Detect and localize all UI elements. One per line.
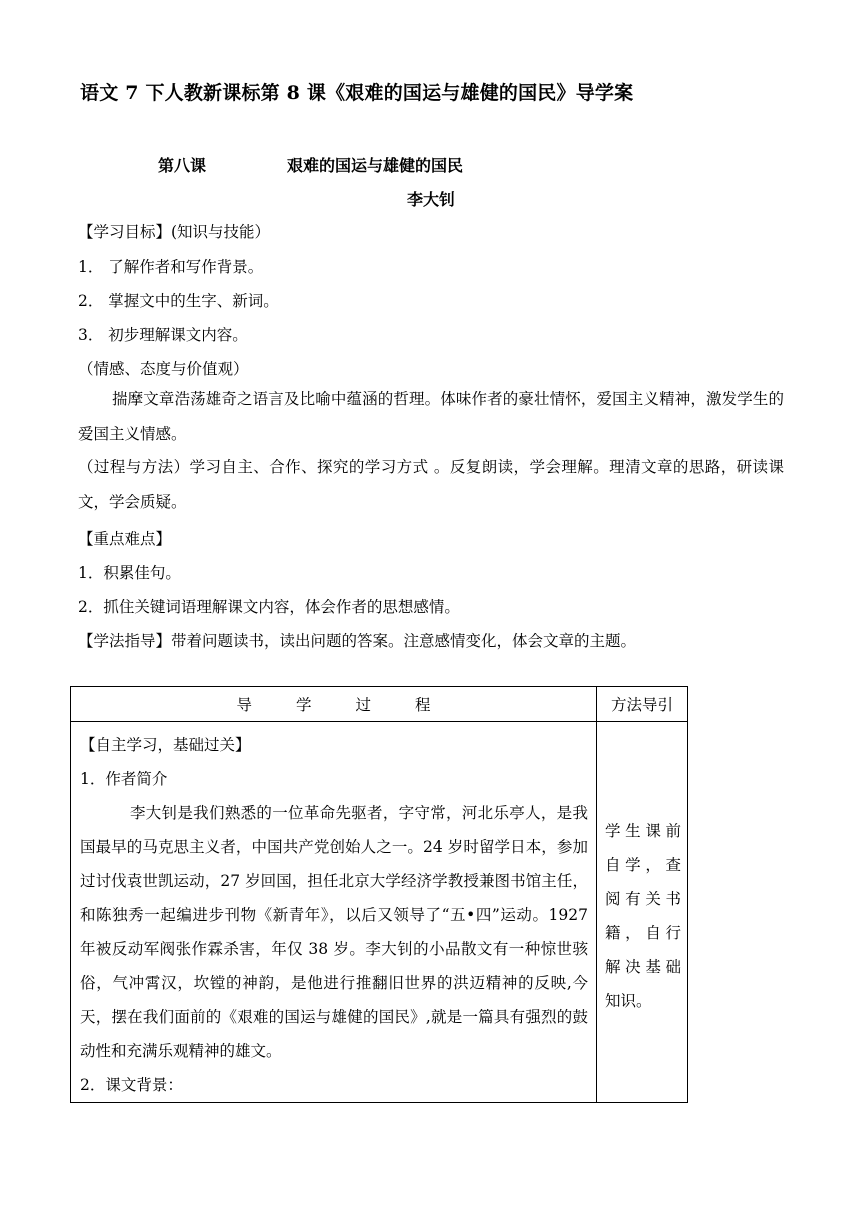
page-title: 语文 7 下人教新课标第 8 课《艰难的国运与雄健的国民》导学案 xyxy=(80,82,634,104)
lesson-name: 艰难的国运与雄健的国民 xyxy=(287,156,464,175)
author-intro-label: 1．作者简介 xyxy=(80,770,168,788)
header-char: 学 xyxy=(295,696,312,714)
table-header-method: 方法导引 xyxy=(597,687,688,722)
key-points-heading: 【重点难点】 xyxy=(78,530,172,548)
author-name: 李大钊 xyxy=(407,190,456,209)
section-heading: 【自主学习，基础过关】 xyxy=(80,736,251,754)
method-guidance: 【学法指导】带着问题读书，读出问题的答案。注意感情变化，体会文章的主题。 xyxy=(78,632,637,650)
emotion-heading: （情感、态度与价值观） xyxy=(78,360,249,378)
process-text: （过程与方法）学习自主、合作、探究的学习方式 。反复朗读，学会理解。理清文章的思路，研读课文，学会质疑。 xyxy=(78,458,784,511)
background-label: 2．课文背景： xyxy=(80,1076,183,1094)
lesson-number: 第八课 xyxy=(158,156,207,175)
guide-table xyxy=(70,686,688,1103)
objective-item-1: 1． 了解作者和写作背景。 xyxy=(78,258,264,276)
method-note: 学生课前自学，查阅有关书籍，自行解决基础知识。 xyxy=(605,822,681,1010)
objective-item-3: 3． 初步理解课文内容。 xyxy=(78,326,248,344)
header-char: 导 xyxy=(236,696,252,714)
method-cell xyxy=(597,722,688,1103)
table-header-process xyxy=(71,687,597,722)
process-cell xyxy=(71,722,597,1103)
objectives-heading: 【学习目标】(知识与技能） xyxy=(78,223,271,241)
header-char: 程 xyxy=(415,696,431,714)
header-char: 过 xyxy=(355,696,372,714)
key-point-item-1: 1．积累佳句。 xyxy=(78,564,181,582)
key-point-item-2: 2．抓住关键词语理解课文内容，体会作者的思想感情。 xyxy=(78,598,460,616)
emotion-text: 揣摩文章浩荡雄奇之语言及比喻中蕴涵的哲理。体味作者的豪壮情怀，爱国主义精神，激发学生的爱国主义情感。 xyxy=(78,390,784,443)
objective-item-2: 2． 掌握文中的生字、新词。 xyxy=(78,292,279,310)
author-bio: 李大钊是我们熟悉的一位革命先驱者，字守常，河北乐亭人，是我国最早的马克思主义者，中国共产党创始人之一。24 岁时留学日本，参加过讨伐袁世凯运动，27 岁回国，担任北京大学经济学教授兼图书馆主任，和陈独秀一起编进步刊物《新青年》，以后又领导了“五•四”运动。1927 年被反动军阀张作霖杀害，年仅 38 岁。李大钊的小品散文有一种惊世骇俗，气冲霄汉，坎镗的神韵，是他进行推翻旧世界的洪迈精神的反映,今天，摆在我们面前的《艰难的国运与雄健的国民》,就是一篇具有强烈的鼓动性和充满乐观精神的雄文。 xyxy=(80,804,588,1060)
